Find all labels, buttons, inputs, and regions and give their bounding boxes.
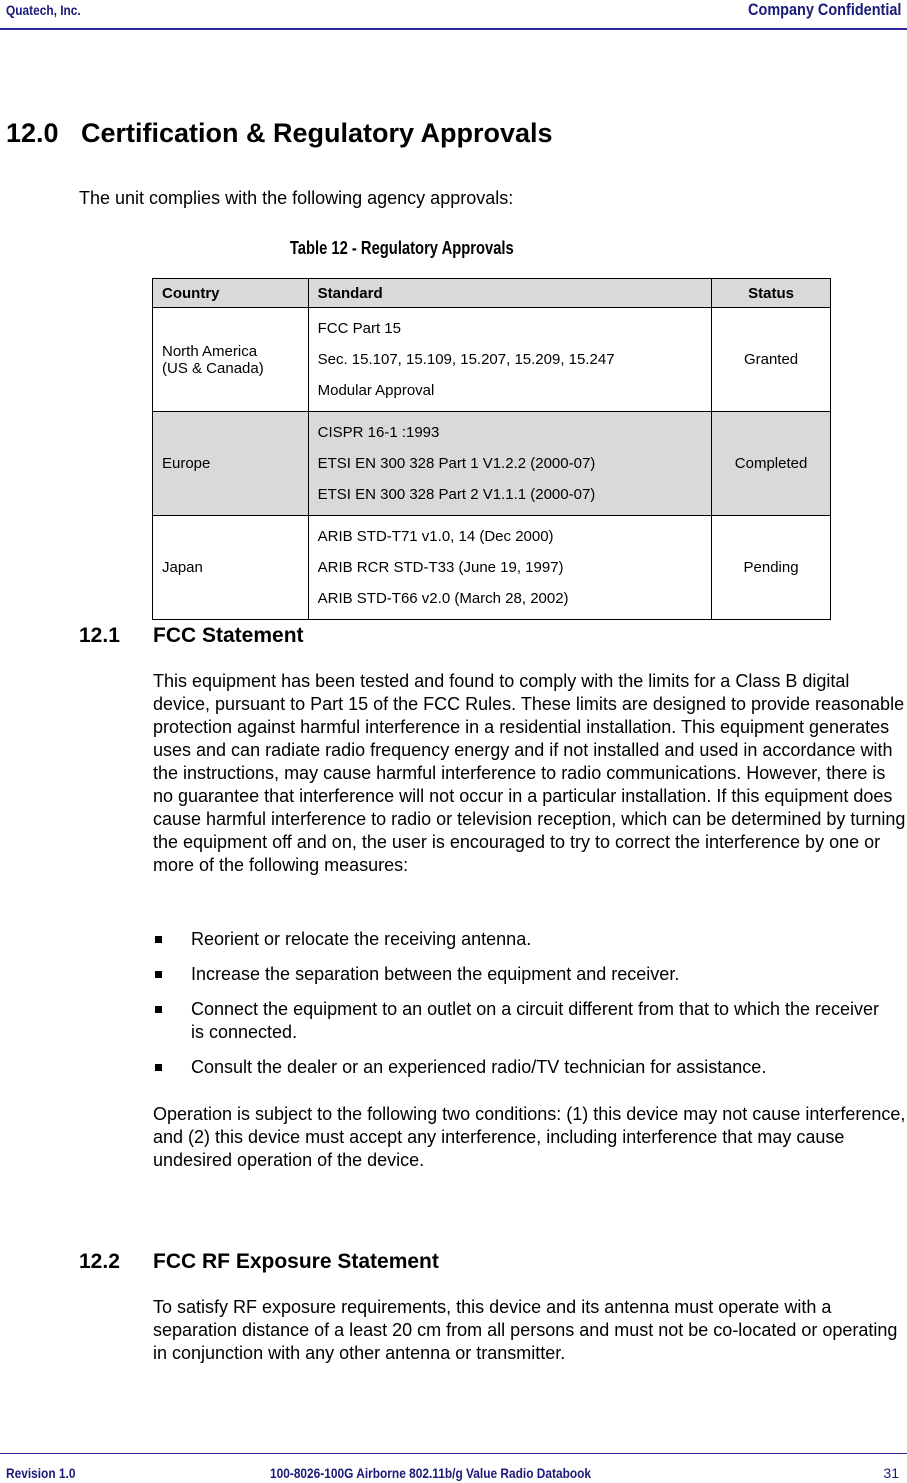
bullet-icon <box>155 1064 162 1071</box>
list-item: Connect the equipment to an outlet on a circuit different from that to which the receiver is connected. <box>153 998 883 1044</box>
bullet-icon <box>155 971 162 978</box>
cell-status: Pending <box>712 516 831 620</box>
fcc-paragraph: This equipment has been tested and found to comply with the limits for a Class B digital device, pursuant to Part 15 of the FCC Rules. These limits are designed to provide reasonable protection against harmful interference in a residential installation. This equipment generates uses and can radiate radio frequency energy and if not installed and used in accordance with the instructions, may cause harmful interference to radio communications. However, there is no guarantee that interference will not occur in a particular installation. If this equipment does cause harmful interference to radio or television reception, which can be determined by turning the equipment off and on, the user is encouraged to try to correct the interference by one or more of the following measures: <box>153 671 906 875</box>
cell-status: Granted <box>712 308 831 412</box>
table-row <box>153 516 831 620</box>
footer-document: 100-8026-100G Airborne 802.11b/g Value Radio Databook <box>270 1465 591 1481</box>
cell-standard: FCC Part 15 Sec. 15.107, 15.109, 15.207, 15.209, 15.247 Modular Approval <box>308 308 711 412</box>
section-title: Certification & Regulatory Approvals <box>81 118 553 148</box>
bullet-icon <box>155 936 162 943</box>
cell-country: Japan <box>153 516 309 620</box>
section-number: 12.0 <box>6 118 59 148</box>
rf-paragraph: To satisfy RF exposure requirements, this device and its antenna must operate with a separation distance of a least 20 cm from all persons and must not be co-located or operating in conjunction with any other antenna or transmitter. <box>153 1297 898 1363</box>
footer-page-number: 31 <box>883 1465 899 1481</box>
header-confidential: Company Confidential <box>747 0 901 19</box>
cell-status: Completed <box>712 412 831 516</box>
list-item: Increase the separation between the equipment and receiver. <box>153 963 883 986</box>
rf-title: FCC RF Exposure Statement <box>153 1250 439 1273</box>
operation-paragraph: Operation is subject to the following two conditions: (1) this device may not cause interference, and (2) this device must accept any interference, including interference that may cause undesired operation of the device. <box>153 1104 906 1170</box>
section-heading <box>6 118 553 149</box>
list-item: Consult the dealer or an experienced radio/TV technician for assistance. <box>153 1056 883 1079</box>
bullet-icon <box>155 1006 162 1013</box>
fcc-number: 12.1 <box>79 624 120 647</box>
col-country: Country <box>153 279 309 308</box>
header-company: Quatech, Inc. <box>6 2 81 18</box>
table-caption: Table 12 - Regulatory Approvals <box>289 238 514 258</box>
table-row <box>153 412 831 516</box>
fcc-title: FCC Statement <box>153 624 304 647</box>
rf-number: 12.2 <box>79 1250 120 1273</box>
cell-country: North America (US & Canada) <box>153 308 309 412</box>
cell-standard: ARIB STD-T71 v1.0, 14 (Dec 2000) ARIB RCR STD-T33 (June 19, 1997) ARIB STD-T66 v2.0 (March 28, 2002) <box>308 516 711 620</box>
cell-country: Europe <box>153 412 309 516</box>
table-row <box>153 308 831 412</box>
table-header-row <box>153 279 831 308</box>
col-status: Status <box>712 279 831 308</box>
footer-revision: Revision 1.0 <box>6 1465 76 1481</box>
fcc-measures-list <box>153 928 883 1091</box>
footer-divider <box>0 1453 907 1454</box>
fcc-heading <box>79 624 304 648</box>
list-item: Reorient or relocate the receiving antenna. <box>153 928 883 951</box>
cell-standard: CISPR 16-1 :1993 ETSI EN 300 328 Part 1 V1.2.2 (2000-07) ETSI EN 300 328 Part 2 V1.1.1 (2000-07) <box>308 412 711 516</box>
rf-heading <box>79 1250 439 1274</box>
header-divider <box>0 28 907 30</box>
regulatory-table <box>152 278 831 620</box>
col-standard: Standard <box>308 279 711 308</box>
section-intro: The unit complies with the following agency approvals: <box>79 188 514 208</box>
